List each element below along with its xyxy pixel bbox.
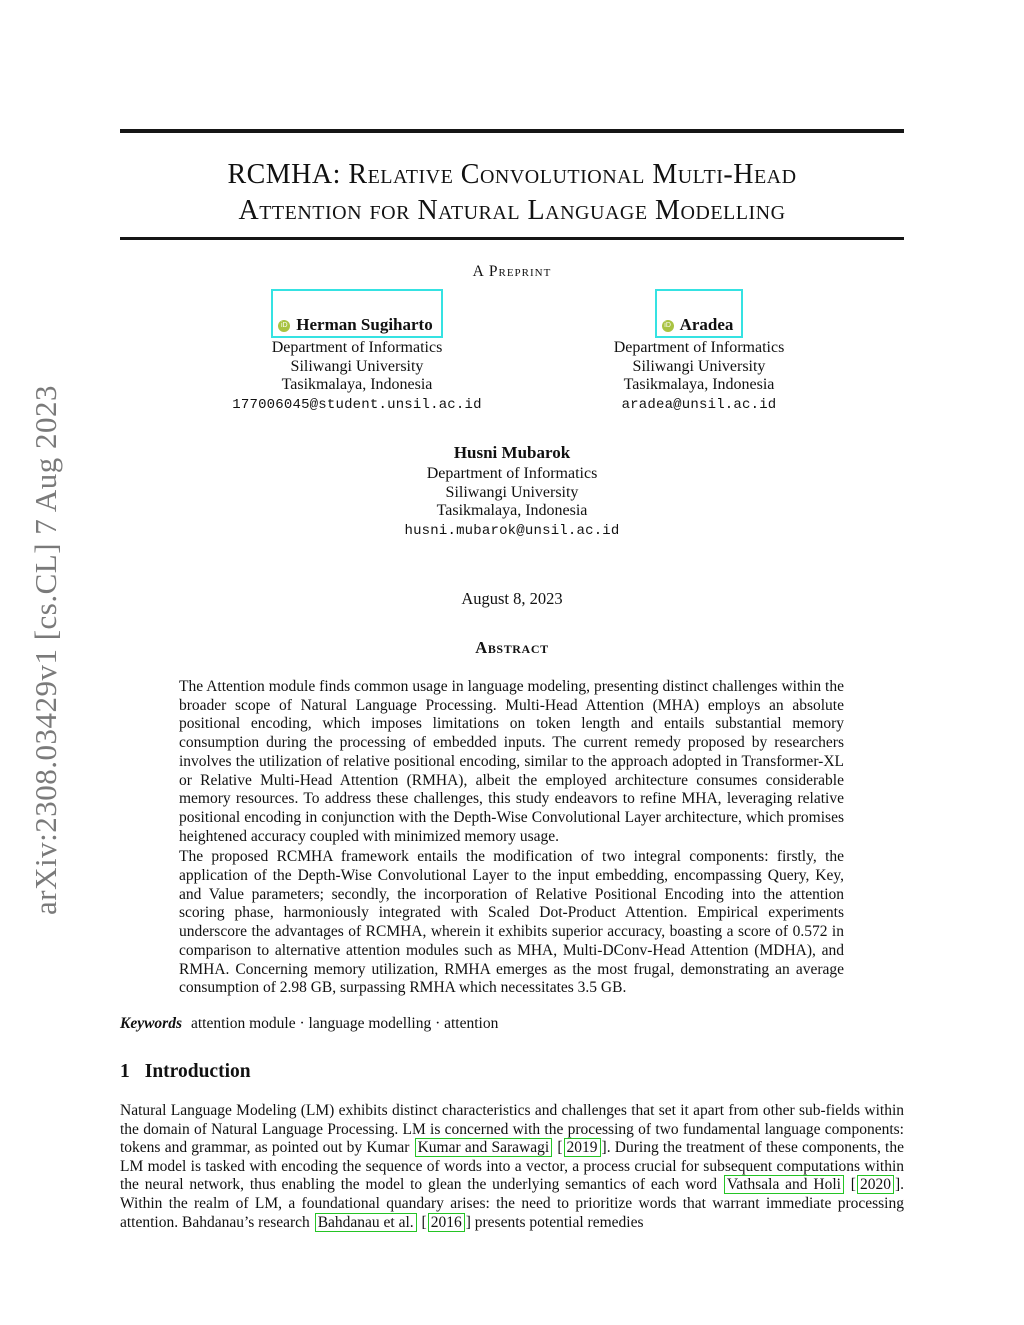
preprint-label: A Preprint bbox=[472, 263, 552, 280]
paper-content bbox=[120, 0, 904, 1232]
intro-text: [ bbox=[417, 1213, 427, 1231]
arxiv-watermark: arXiv:2308.03429v1 [cs.CL] 7 Aug 2023 bbox=[28, 385, 63, 915]
citation-link[interactable]: Bahdanau et al. bbox=[315, 1213, 417, 1232]
keywords-text: attention module · language modelling · attention bbox=[191, 1014, 499, 1032]
abstract-paragraph: The proposed RCMHA framework entails the modification of two integral components: firstly, the application of the Depth-Wise Convolutional Layer to the input embedding, encompassing Query, Key, and Value parameters; secondly, the incorporation of Relative Positional Encoding into the attention scoring phase, harmoniously integrated with Scaled Dot-Product Attention. Empirical experiments underscore the advantages of RCMHA, wherein it exhibits superior accuracy, boasting a score of 0.572 in comparison to alternative attention modules such as MHA, Multi-DConv-Head Attention (MDHA), and RMHA. Concerning memory utilization, RMHA emerges as the most frugal, demonstrating an average consumption of 2.98 GB, surpassing RMHA which necessitates 3.5 GB. bbox=[179, 848, 844, 997]
author-name: Aradea bbox=[679, 315, 734, 334]
paper-date: August 8, 2023 bbox=[461, 589, 563, 608]
intro-text: ]. Within the realm of LM, a foundational quandary arises: the need to prioritize words that warrant immediate processing attention. Bahdanau’s research bbox=[120, 1176, 904, 1231]
author-location: Tasikmalaya, Indonesia bbox=[281, 376, 433, 393]
author-department: Department of Informatics bbox=[613, 339, 785, 356]
intro-text: Natural Language Modeling (LM) exhibits distinct characteristics and challenges that set it apart from other sub-fields within the domain of Natural Language Processing. LM is concerned with the processing of two fundamental language components: tokens and grammar, as pointed out by Kumar bbox=[120, 1101, 904, 1157]
citation-link[interactable]: 2020 bbox=[857, 1175, 894, 1194]
author-name: Herman Sugiharto bbox=[296, 315, 433, 334]
citation-link[interactable]: 2016 bbox=[428, 1213, 465, 1232]
citation-link[interactable]: Kumar and Sarawagi bbox=[415, 1138, 553, 1157]
author-location: Tasikmalaya, Indonesia bbox=[623, 376, 775, 393]
orcid-icon[interactable]: iD bbox=[662, 320, 674, 332]
citation-link[interactable]: 2019 bbox=[564, 1138, 601, 1157]
keywords-line bbox=[120, 1015, 904, 1033]
intro-text: [ bbox=[844, 1176, 856, 1194]
intro-text: ]. During the treatment of these components, the LM model is tasked with encoding the sequence of words into a vector, a process crucial for subsequent computations within the neural network, thus enabling the model to glean the underlying semantics of each word bbox=[120, 1139, 904, 1194]
keywords-label: Keywords bbox=[120, 1014, 182, 1032]
author-name: Husni Mubarok bbox=[453, 443, 571, 462]
section-number: 1 bbox=[120, 1060, 130, 1082]
author-email: aradea@unsil.ac.id bbox=[621, 396, 777, 413]
author-block-herman bbox=[182, 289, 532, 414]
author-email: husni.mubarok@unsil.ac.id bbox=[404, 522, 620, 539]
author-university: Siliwangi University bbox=[290, 357, 424, 375]
author-email: 177006045@student.unsil.ac.id bbox=[232, 396, 482, 413]
author-name-link-aradea[interactable] bbox=[655, 289, 744, 338]
author-location: Tasikmalaya, Indonesia bbox=[436, 502, 588, 519]
intro-text: [ bbox=[553, 1139, 563, 1157]
intro-text: ] presents potential remedies bbox=[465, 1213, 644, 1231]
author-name-link-herman[interactable] bbox=[271, 289, 442, 338]
section-title: Introduction bbox=[144, 1060, 251, 1082]
abstract-heading: Abstract bbox=[475, 638, 549, 657]
paper-title-line1: RCMHA: Relative Convolutional Multi-Head bbox=[227, 158, 797, 190]
paper-title-line2: Attention for Natural Language Modelling bbox=[238, 194, 786, 226]
introduction-paragraph bbox=[120, 1102, 904, 1232]
paper-title bbox=[120, 157, 904, 229]
author-university: Siliwangi University bbox=[632, 357, 766, 375]
author-department: Department of Informatics bbox=[426, 465, 598, 482]
title-rule-bottom bbox=[120, 237, 904, 241]
orcid-icon[interactable]: iD bbox=[278, 320, 290, 332]
author-university: Siliwangi University bbox=[445, 483, 579, 501]
abstract-paragraph: The Attention module finds common usage in language modeling, presenting distinct challenges within the broader scope of Natural Language Processing. Multi-Head Attention (MHA) employs an absolute positional encoding, which imposes limitations on token length and entails substantial memory consumption during the processing of embedded inputs. The current remedy proposed by researchers involves the utilization of relative positional encoding, similar to the approach adopted in Transformer-XL or Relative Multi-Head Attention (RMHA), albeit the employed architecture consumes considerable memory resources. To address these challenges, this study endeavors to refine MHA, leveraging relative positional encoding in conjunction with the Depth-Wise Convolutional Layer architecture, which promises heightened accuracy coupled with minimized memory usage. bbox=[179, 678, 844, 845]
author-department: Department of Informatics bbox=[271, 339, 443, 356]
authors-row-bottom bbox=[120, 443, 904, 540]
authors-row-top bbox=[120, 289, 904, 414]
section-heading-introduction bbox=[120, 1061, 904, 1083]
author-block-husni bbox=[337, 443, 687, 540]
author-block-aradea bbox=[524, 289, 874, 414]
title-rule-top bbox=[120, 129, 904, 133]
citation-link[interactable]: Vathsala and Holi bbox=[724, 1175, 844, 1194]
